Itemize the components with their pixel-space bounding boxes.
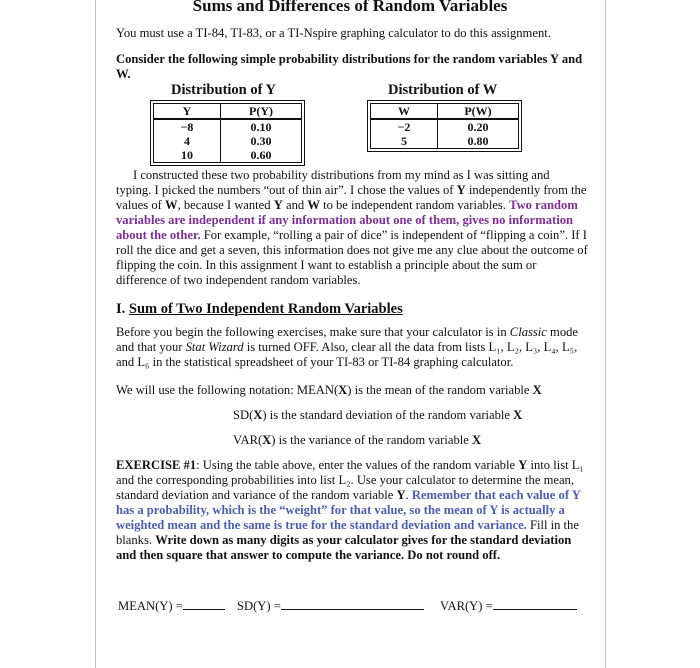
page-border-left xyxy=(95,0,96,668)
weighted-mean-note: Remember that each value of Y has a probability, which is the “weight” for that value, so the mean of Y is actually a weighted mean and the same is true for the standard deviation and variance. xyxy=(116,488,581,532)
dist-w-col1-header: W xyxy=(371,104,438,119)
dist-y-prob: 0.10 xyxy=(250,120,272,134)
mean-label: MEAN(Y) = xyxy=(118,599,183,613)
dist-w-value: 5 xyxy=(371,134,438,148)
dist-w-col2-header: P(W) xyxy=(438,104,519,119)
notation-sd: SD(X) is the standard deviation of the random variable X xyxy=(233,408,523,422)
page-border-right xyxy=(605,0,606,668)
exercise-label: EXERCISE #1 xyxy=(116,458,197,472)
dist-w-prob: 0.80 xyxy=(467,134,489,148)
exercise-1: EXERCISE #1: Using the table above, enter the values of the random variable Y into list L₁ and the corresponding probabilities into list L₂. Use your calculator to determine the mean, standard deviation and variance of the random variable Y. Remember that each value of Y has a probability, which is the “weight” for that value, so the mean of Y is actually a weighted mean and the same is true for the standard deviation and variance. Fill in the blanks. Write down as many digits as your calculator gives for the standard deviation and then square that answer to compute the variance. Do not round off. xyxy=(116,458,584,562)
page-title: Sums and Differences of Random Variables xyxy=(192,0,508,15)
dist-y-table xyxy=(153,103,302,163)
notation-mean: We will use the following notation: MEAN(X) is the mean of the random variable X xyxy=(116,383,542,397)
var-label: VAR(Y) = xyxy=(440,599,493,613)
independence-definition: Two random variables are independent if any information about one of them, gives no information about the other. xyxy=(116,198,578,242)
mean-answer xyxy=(118,598,225,614)
dist-y-col2-header: P(Y) xyxy=(221,104,302,119)
dist-y-col1-header: Y xyxy=(154,104,221,119)
dist-y-value: −8 xyxy=(154,119,221,134)
var-blank[interactable] xyxy=(493,598,577,610)
consider-text: Consider the following simple probability distributions for the random variables Y and W. xyxy=(116,52,583,81)
dist-w-table xyxy=(370,103,519,149)
sd-blank[interactable] xyxy=(281,598,424,610)
dist-y-title: Distribution of Y xyxy=(171,82,276,98)
var-answer xyxy=(440,598,577,614)
dist-y-value: 4 xyxy=(154,134,221,148)
mean-blank[interactable] xyxy=(183,598,225,610)
section-heading: I. Sum of Two Independent Random Variables xyxy=(116,301,403,317)
sd-label: SD(Y) = xyxy=(237,599,281,613)
independence-paragraph: I constructed these two probability distributions from my mind as I was sitting and typing. I picked the numbers “out of thin air”. I chose the values of Y independently from the values of W, because I wanted Y and W to be independent random variables. Two random variables are independent if any information about one of them, gives no information about the other. For example, “rolling a pair of dice” is independent of “flipping a coin”. If I roll the dice and get a seven, this information does not give me any clue about the outcome of flipping the coin. In this assignment I want to establish a principle about the sum or difference of two independent random variables. xyxy=(116,168,588,287)
sd-answer xyxy=(237,598,424,614)
intro-text: You must use a TI-84, TI-83, or a TI-Nspire graphing calculator to do this assignment. xyxy=(116,26,551,40)
dist-y-prob: 0.30 xyxy=(250,134,272,148)
calculator-setup-paragraph: Before you begin the following exercises, make sure that your calculator is in Classic mode and that your Stat Wizard is turned OFF. Also, clear all the data from lists L₁, L₂, L₃, L₄, L₅, and L₆ in the statistical spreadsheet of your TI-83 or TI-84 graphing calculator. xyxy=(116,325,579,369)
dist-y-prob: 0.60 xyxy=(250,148,272,162)
dist-y-value: 10 xyxy=(154,148,221,162)
dist-w-prob: 0.20 xyxy=(467,120,489,134)
notation-var: VAR(X) is the variance of the random variable X xyxy=(233,433,482,447)
dist-w-value: −2 xyxy=(371,119,438,134)
dist-w-title: Distribution of W xyxy=(388,82,498,98)
